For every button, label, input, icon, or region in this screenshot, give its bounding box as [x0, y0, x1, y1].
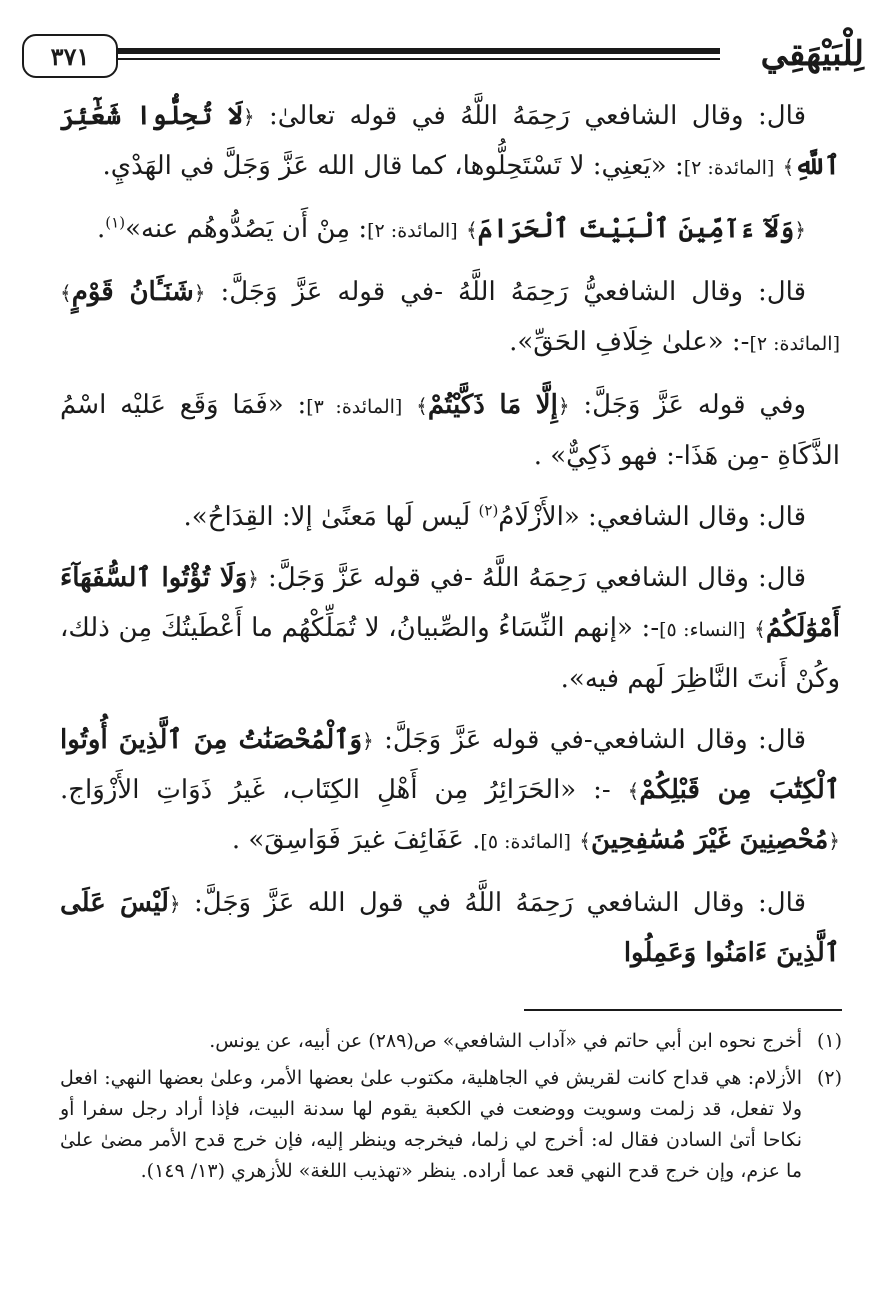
- header-rule-thin: [118, 58, 720, 60]
- verse-reference: [المائدة: ٢]: [749, 333, 840, 355]
- quran-close-bracket: ﴾: [60, 281, 72, 305]
- text: وفي قوله عَزَّ وَجَلَّ:: [583, 390, 807, 420]
- quran-close-bracket: ﴾: [782, 155, 795, 179]
- footnote-marker[interactable]: (٢): [478, 501, 499, 520]
- text: قال: وقال الشافعي-في قوله عَزَّ وَجَلَّ:: [384, 725, 807, 755]
- verse-reference: [المائدة: ٢]: [683, 157, 775, 179]
- quran-verse: إِلَّا مَا ذَكَّيْتُمْ: [427, 390, 558, 420]
- quran-open-bracket: ﴿: [828, 829, 840, 853]
- verse-reference: [المائدة: ٣]: [306, 396, 403, 418]
- page-number: ٣٧١: [22, 34, 118, 78]
- quran-open-bracket: ﴿: [362, 729, 374, 753]
- main-text: [60, 92, 840, 990]
- page-header: [22, 28, 870, 88]
- text: .: [97, 214, 106, 244]
- footnote-number: (٢): [816, 1067, 842, 1089]
- text: لَيس لَها مَعنًىٰ إلا: القِدَاحُ».: [183, 502, 479, 532]
- quran-close-bracket: ﴾: [754, 617, 766, 641]
- paragraph-5: [60, 493, 840, 542]
- paragraph-6: [60, 554, 840, 704]
- quran-verse: لَا تُحِلُّوا شَعَٰٓئِرَ ٱللَّهِ: [60, 101, 840, 181]
- running-title: لِلْبَيْهَقِي: [760, 34, 864, 74]
- paragraph-3: [60, 268, 840, 369]
- quran-open-bracket: ﴿: [168, 892, 181, 916]
- quran-verse: شَنَـَٔانُ قَوْمٍ: [71, 277, 194, 307]
- paragraph-1: [60, 92, 840, 193]
- quran-open-bracket: ﴿: [794, 218, 806, 242]
- quran-open-bracket: ﴿: [242, 105, 255, 129]
- paragraph-8: [60, 879, 840, 978]
- quran-open-bracket: ﴿: [557, 394, 570, 418]
- footnotes: [60, 1026, 842, 1193]
- text: . عَفَائِفَ غيرَ فَوَاسِقَ» .: [231, 825, 481, 855]
- verse-reference: [النساء: ٥]: [659, 619, 746, 641]
- text: قال: وقال الشافعيُّ رَحِمَهُ اللَّهُ -في قوله عَزَّ وَجَلَّ:: [220, 277, 807, 307]
- text: : «فَمَا وَقَع عَليْه اسْمُ الذَّكَاةِ -مِن هَذَا-: فهو ذَكِيٌّ» .: [60, 390, 840, 471]
- quran-close-bracket: ﴾: [579, 829, 591, 853]
- text: : «يَعنِي: لا تَسْتَحِلُّوها، كما قال الله عَزَّ وَجَلَّ في الهَدْيِ.: [102, 151, 684, 181]
- text: -: «إنهم النِّسَاءُ والصِّبيانُ، لا تُمَلِّكْهُم ما أَعْطَيتُكَ مِن ذلك، وكُنْ أَنتَ النَّاظِرَ لَهم فيه».: [60, 613, 840, 694]
- quran-verse: لَيْسَ عَلَى ٱلَّذِينَ ءَامَنُوا وَعَمِلُوا: [60, 888, 840, 968]
- text: -: «علىٰ خِلَافِ الحَقِّ».: [509, 327, 750, 357]
- paragraph-7: [60, 716, 840, 867]
- text: قال: وقال الشافعي رَحِمَهُ اللَّهُ في قول الله عَزَّ وَجَلَّ:: [194, 888, 807, 918]
- paragraph-2: [60, 205, 840, 256]
- text: : مِنْ أَن يَصُدُّوهُم عنه»: [125, 214, 368, 244]
- quran-close-bracket: ﴾: [627, 779, 640, 803]
- quran-close-bracket: ﴾: [465, 218, 478, 242]
- quran-verse: وَٱلْمُحْصَنَٰتُ مِنَ ٱلَّذِينَ أُوتُوا ٱلْكِتَٰبَ مِن قَبْلِكُمْ: [60, 725, 840, 805]
- footnote-text: الأزلام: هي قداح كانت لقريش في الجاهلية، مكتوب علىٰ بعضها الأمر، وعلىٰ بعضها النهي: افعل ولا تفعل، قد زلمت وسويت ووضعت في الكعبة يقوم لها سدنة البيت، فإذا أراد رجل سفرا أو نكاحا أتىٰ السادن فقال له: أخرج لي زلما، فيخرجه وينظر إليه، فإن خرج قدح الأمر مضىٰ علىٰ ما عزم، وإن خرج قدح النهي قعد عما أراده. ينظر «تهذيب اللغة» للأزهري (١٣/ ١٤٩).: [60, 1067, 802, 1182]
- footnote-text: أخرج نحوه ابن أبي حاتم في «آداب الشافعي» ص(٢٨٩) عن أبيه، عن يونس.: [209, 1030, 802, 1052]
- footnote-1: [60, 1026, 842, 1057]
- footnote-marker[interactable]: (١): [105, 213, 126, 232]
- text: قال: وقال الشافعي رَحِمَهُ اللَّهُ -في قوله عَزَّ وَجَلَّ:: [268, 563, 807, 593]
- footnote-2: [60, 1063, 842, 1187]
- quran-verse: وَلَآ ءَآمِّينَ ٱلْبَيْتَ ٱلْحَرَامَ: [477, 214, 795, 244]
- header-rule-thick: [118, 48, 720, 54]
- verse-reference: [المائدة: ٢]: [367, 220, 458, 242]
- footnote-number: (١): [816, 1030, 842, 1052]
- quran-close-bracket: ﴾: [416, 394, 428, 418]
- quran-verse: مُحْصِنِينَ غَيْرَ مُسَٰفِحِينَ: [590, 825, 829, 855]
- quran-open-bracket: ﴿: [247, 567, 259, 591]
- paragraph-4: [60, 381, 840, 481]
- text: قال: وقال الشافعي: «الأَزْلَامُ: [498, 502, 806, 532]
- quran-verse: وَلَا تُؤْتُوا ٱلسُّفَهَآءَ أَمْوَٰلَكُمُ: [60, 563, 841, 643]
- text: -: «الحَرَائِرُ مِن أَهْلِ الكِتَاب، غَيرُ ذَوَاتِ الأَزْوَاج.: [60, 775, 611, 805]
- verse-reference: [المائدة: ٥]: [480, 831, 571, 853]
- footnote-separator: [524, 1009, 842, 1011]
- quran-open-bracket: ﴿: [193, 281, 206, 305]
- text: قال: وقال الشافعي رَحِمَهُ اللَّهُ في قوله تعالىٰ:: [269, 101, 807, 131]
